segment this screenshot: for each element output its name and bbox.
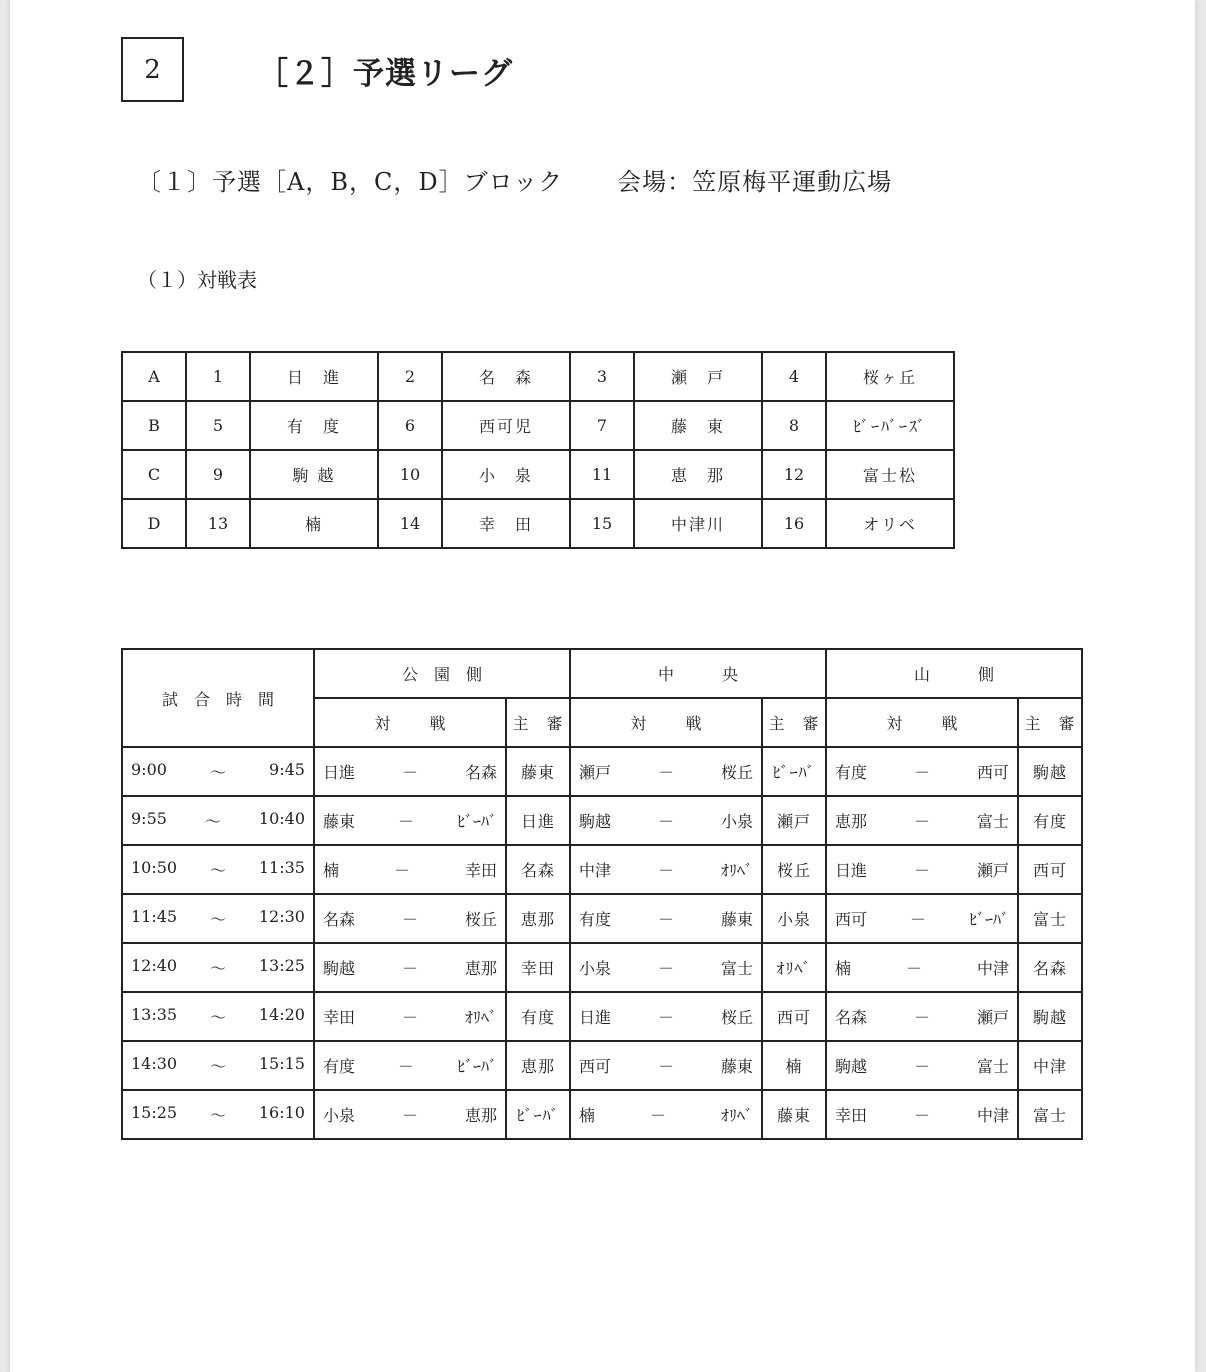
start-time: 9:00 — [131, 760, 167, 779]
dash: － — [913, 763, 930, 782]
referee-cell: 恵那 — [506, 1041, 570, 1090]
team-number: 8 — [762, 401, 826, 450]
time-slot — [122, 1041, 314, 1090]
schedule-row — [122, 894, 1082, 943]
block-label: 〔１〕予選［A，B，C，D］ブロック — [137, 168, 564, 196]
schedule-row — [122, 747, 1082, 796]
schedule-row — [122, 1090, 1082, 1139]
team-a: 駒越 — [323, 959, 356, 978]
team-a: 恵那 — [835, 812, 868, 831]
team-name: オリベ — [826, 499, 954, 548]
team-a: 楠 — [579, 1106, 596, 1125]
ref-header: 主 審 — [506, 698, 570, 747]
team-b: ﾋﾞｰﾊﾞ — [968, 910, 1009, 929]
time-slot — [122, 1090, 314, 1139]
dash: － — [397, 1057, 414, 1076]
match-cell — [570, 943, 762, 992]
match-cell — [826, 1090, 1018, 1139]
team-a: 有度 — [323, 1057, 356, 1076]
match-cell — [314, 747, 506, 796]
tilde: ～ — [209, 1106, 226, 1125]
team-number: 4 — [762, 352, 826, 401]
section-number: 2 — [144, 54, 161, 85]
schedule-row — [122, 1041, 1082, 1090]
team-name: 幸 田 — [442, 499, 570, 548]
dash: － — [657, 812, 674, 831]
team-a: 名森 — [835, 1008, 868, 1027]
referee-cell: 名森 — [506, 845, 570, 894]
team-a: 幸田 — [323, 1008, 356, 1027]
ref-header: 主 審 — [1018, 698, 1082, 747]
match-cell — [570, 845, 762, 894]
referee-cell: 駒越 — [1018, 747, 1082, 796]
ref-header: 主 審 — [762, 698, 826, 747]
referee-cell: 西可 — [762, 992, 826, 1041]
dash: － — [397, 812, 414, 831]
end-time: 14:20 — [258, 1005, 305, 1024]
team-a: 有度 — [835, 763, 868, 782]
schedule-row — [122, 992, 1082, 1041]
end-time: 10:40 — [258, 809, 305, 828]
referee-cell: 有度 — [506, 992, 570, 1041]
dash: － — [909, 910, 926, 929]
match-cell — [314, 894, 506, 943]
team-b: 名森 — [464, 763, 497, 782]
tilde: ～ — [209, 861, 226, 880]
team-a: 名森 — [323, 910, 356, 929]
tilde: ～ — [209, 763, 226, 782]
end-time: 15:15 — [258, 1054, 305, 1073]
team-name: 藤 東 — [634, 401, 762, 450]
schedule-table — [121, 648, 1083, 1140]
venue-label: 会場：笠原梅平運動広場 — [617, 168, 893, 196]
time-slot — [122, 894, 314, 943]
tilde: ～ — [204, 812, 221, 831]
group-letter: A — [122, 352, 186, 401]
team-a: 西可 — [835, 910, 868, 929]
team-number: 12 — [762, 450, 826, 499]
match-cell — [314, 1090, 506, 1139]
group-row — [122, 450, 954, 499]
dash: － — [401, 959, 418, 978]
group-row — [122, 499, 954, 548]
court-header: 山 側 — [826, 649, 1082, 698]
team-a: 駒越 — [835, 1057, 868, 1076]
group-letter: D — [122, 499, 186, 548]
dash: － — [657, 1008, 674, 1027]
time-header: 試 合 時 間 — [122, 649, 314, 747]
dash: － — [913, 1008, 930, 1027]
team-a: 有度 — [579, 910, 612, 929]
team-name: 日 進 — [250, 352, 378, 401]
end-time: 12:30 — [258, 907, 305, 926]
referee-cell: 中津 — [1018, 1041, 1082, 1090]
match-cell — [826, 943, 1018, 992]
team-b: 桜丘 — [720, 763, 753, 782]
dash: － — [401, 1008, 418, 1027]
referee-cell: 小泉 — [762, 894, 826, 943]
team-a: 瀬戸 — [579, 763, 612, 782]
dash: － — [657, 910, 674, 929]
time-slot — [122, 943, 314, 992]
team-number: 1 — [186, 352, 250, 401]
team-name: 中津川 — [634, 499, 762, 548]
start-time: 15:25 — [131, 1103, 178, 1122]
team-a: 日進 — [323, 763, 356, 782]
page-title: ［２］予選リーグ — [257, 56, 513, 92]
team-number: 10 — [378, 450, 442, 499]
dash: － — [913, 1106, 930, 1125]
match-cell — [570, 747, 762, 796]
tilde: ～ — [209, 959, 226, 978]
match-cell — [826, 992, 1018, 1041]
court-header: 中 央 — [570, 649, 826, 698]
match-cell — [826, 894, 1018, 943]
team-name: 有 度 — [250, 401, 378, 450]
team-number: 2 — [378, 352, 442, 401]
team-b: 富士 — [720, 959, 753, 978]
schedule-header-row — [122, 649, 1082, 698]
team-number: 11 — [570, 450, 634, 499]
team-b: 瀬戸 — [976, 1008, 1009, 1027]
team-a: 駒越 — [579, 812, 612, 831]
match-cell — [314, 943, 506, 992]
team-name: ﾋﾞｰﾊﾞｰｽﾞ — [826, 401, 954, 450]
referee-cell: 楠 — [762, 1041, 826, 1090]
team-b: ｵﾘﾍﾞ — [720, 861, 753, 880]
team-b: ﾋﾞｰﾊﾞ — [456, 1057, 497, 1076]
tilde: ～ — [209, 1057, 226, 1076]
referee-cell: 駒越 — [1018, 992, 1082, 1041]
dash: － — [393, 861, 410, 880]
match-cell — [826, 796, 1018, 845]
start-time: 13:35 — [131, 1005, 178, 1024]
team-a: 藤東 — [323, 812, 356, 831]
court-header: 公 園 側 — [314, 649, 570, 698]
team-b: 藤東 — [720, 1057, 753, 1076]
team-b: 桜丘 — [720, 1008, 753, 1027]
team-name: 富士松 — [826, 450, 954, 499]
dash: － — [657, 763, 674, 782]
team-name: 西可児 — [442, 401, 570, 450]
match-cell — [314, 1041, 506, 1090]
match-cell — [570, 1041, 762, 1090]
end-time: 11:35 — [258, 858, 305, 877]
match-cell — [826, 845, 1018, 894]
team-b: ｵﾘﾍﾞ — [464, 1008, 497, 1027]
team-number: 14 — [378, 499, 442, 548]
start-time: 10:50 — [131, 858, 178, 877]
team-b: 恵那 — [464, 1106, 497, 1125]
team-b: 西可 — [976, 763, 1009, 782]
referee-cell: 瀬戸 — [762, 796, 826, 845]
time-slot — [122, 747, 314, 796]
dash: － — [657, 861, 674, 880]
match-header: 対 戦 — [314, 698, 506, 747]
group-letter: B — [122, 401, 186, 450]
referee-cell: 名森 — [1018, 943, 1082, 992]
time-slot — [122, 796, 314, 845]
start-time: 12:40 — [131, 956, 178, 975]
dash: － — [401, 910, 418, 929]
match-header: 対 戦 — [570, 698, 762, 747]
referee-cell: 富士 — [1018, 1090, 1082, 1139]
referee-cell: ﾋﾞｰﾊﾞ — [506, 1090, 570, 1139]
schedule-row — [122, 845, 1082, 894]
dash: － — [913, 861, 930, 880]
referee-cell: 藤東 — [506, 747, 570, 796]
dash: － — [401, 1106, 418, 1125]
team-a: 幸田 — [835, 1106, 868, 1125]
team-a: 西可 — [579, 1057, 612, 1076]
team-a: 楠 — [323, 861, 340, 880]
team-a: 日進 — [579, 1008, 612, 1027]
dash: － — [913, 1057, 930, 1076]
team-number: 13 — [186, 499, 250, 548]
team-b: 藤東 — [720, 910, 753, 929]
team-a: 楠 — [835, 959, 852, 978]
referee-cell: 有度 — [1018, 796, 1082, 845]
group-table — [121, 351, 955, 549]
team-number: 3 — [570, 352, 634, 401]
team-b: 富士 — [976, 1057, 1009, 1076]
team-b: 中津 — [976, 1106, 1009, 1125]
team-name: 駒 越 — [250, 450, 378, 499]
referee-cell: 富士 — [1018, 894, 1082, 943]
end-time: 13:25 — [258, 956, 305, 975]
team-b: ﾋﾞｰﾊﾞ — [456, 812, 497, 831]
time-slot — [122, 992, 314, 1041]
section-label: （１）対戦表 — [137, 268, 257, 292]
team-b: 恵那 — [464, 959, 497, 978]
team-number: 15 — [570, 499, 634, 548]
team-number: 5 — [186, 401, 250, 450]
team-a: 日進 — [835, 861, 868, 880]
referee-cell: 桜丘 — [762, 845, 826, 894]
end-time: 16:10 — [258, 1103, 305, 1122]
match-cell — [314, 845, 506, 894]
dash: － — [649, 1106, 666, 1125]
referee-cell: 藤東 — [762, 1090, 826, 1139]
schedule-row — [122, 943, 1082, 992]
team-b: 瀬戸 — [976, 861, 1009, 880]
match-header: 対 戦 — [826, 698, 1018, 747]
match-cell — [314, 992, 506, 1041]
referee-cell: 恵那 — [506, 894, 570, 943]
team-a: 小泉 — [323, 1106, 356, 1125]
team-a: 中津 — [579, 861, 612, 880]
schedule-row — [122, 796, 1082, 845]
referee-cell: ｵﾘﾍﾞ — [762, 943, 826, 992]
tilde: ～ — [209, 1008, 226, 1027]
time-slot — [122, 845, 314, 894]
team-b: 中津 — [976, 959, 1009, 978]
team-number: 16 — [762, 499, 826, 548]
team-number: 7 — [570, 401, 634, 450]
team-number: 9 — [186, 450, 250, 499]
team-name: 恵 那 — [634, 450, 762, 499]
group-row — [122, 401, 954, 450]
match-cell — [570, 894, 762, 943]
dash: － — [913, 812, 930, 831]
start-time: 11:45 — [131, 907, 178, 926]
team-b: 小泉 — [720, 812, 753, 831]
match-cell — [826, 1041, 1018, 1090]
match-cell — [570, 1090, 762, 1139]
team-name: 瀬 戸 — [634, 352, 762, 401]
start-time: 14:30 — [131, 1054, 178, 1073]
dash: － — [657, 959, 674, 978]
match-cell — [826, 747, 1018, 796]
referee-cell: ﾋﾞｰﾊﾞ — [762, 747, 826, 796]
team-name: 楠 — [250, 499, 378, 548]
referee-cell: 西可 — [1018, 845, 1082, 894]
group-row — [122, 352, 954, 401]
team-name: 桜ヶ丘 — [826, 352, 954, 401]
end-time: 9:45 — [269, 760, 305, 779]
section-number-box — [121, 37, 184, 102]
match-cell — [314, 796, 506, 845]
team-b: ｵﾘﾍﾞ — [720, 1106, 753, 1125]
tilde: ～ — [209, 910, 226, 929]
block-subtitle — [137, 162, 892, 197]
team-b: 幸田 — [464, 861, 497, 880]
dash: － — [657, 1057, 674, 1076]
referee-cell: 幸田 — [506, 943, 570, 992]
match-cell — [570, 992, 762, 1041]
group-letter: C — [122, 450, 186, 499]
team-b: 桜丘 — [464, 910, 497, 929]
team-b: 富士 — [976, 812, 1009, 831]
referee-cell: 日進 — [506, 796, 570, 845]
team-name: 名 森 — [442, 352, 570, 401]
team-name: 小 泉 — [442, 450, 570, 499]
team-number: 6 — [378, 401, 442, 450]
start-time: 9:55 — [131, 809, 167, 828]
match-cell — [570, 796, 762, 845]
dash: － — [401, 763, 418, 782]
team-a: 小泉 — [579, 959, 612, 978]
document-page — [10, 0, 1195, 1372]
dash: － — [905, 959, 922, 978]
